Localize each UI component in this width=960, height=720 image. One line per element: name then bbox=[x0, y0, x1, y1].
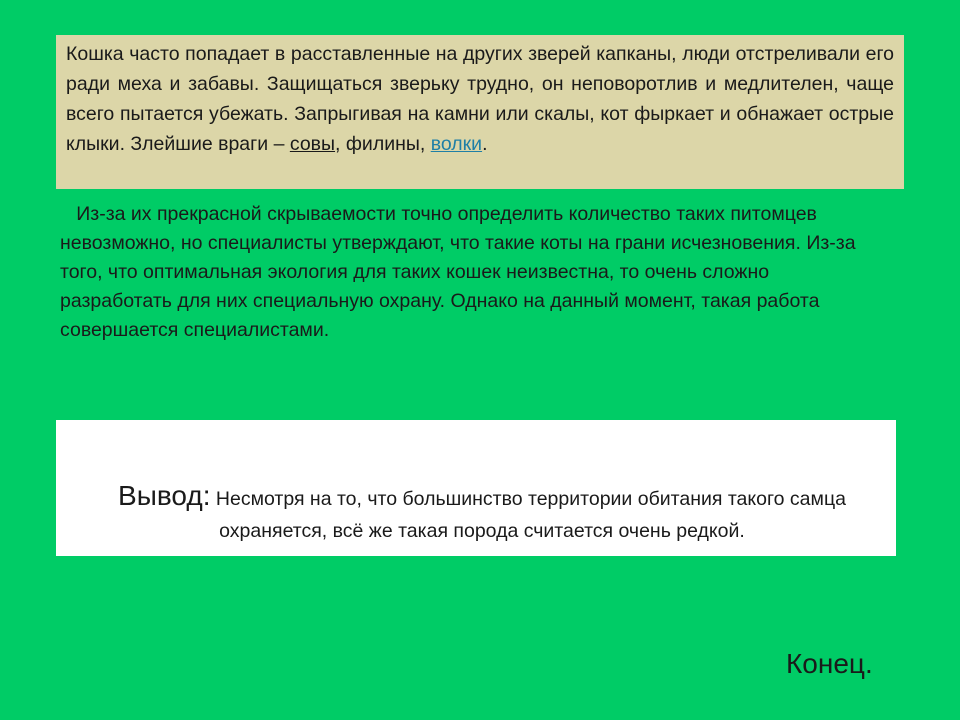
end-label: Конец. bbox=[786, 648, 873, 679]
info-text-between: , филины, bbox=[335, 133, 431, 155]
info-text-end: . bbox=[482, 133, 488, 155]
owls-link[interactable]: совы bbox=[289, 133, 336, 155]
conclusion-paragraph bbox=[72, 480, 892, 548]
info-paragraph bbox=[66, 39, 894, 159]
conclusion-label: Вывод: bbox=[118, 480, 211, 511]
info-box bbox=[56, 35, 904, 189]
conclusion-box bbox=[56, 420, 896, 556]
info-text: Кошка часто попадает в расставленные на других зверей капканы, люди отстреливали его ради меха и забавы. Защищаться зверьку трудно, он неповоротлив и медлителен, чаще всего пытается убежать. Запрыгивая на камни или скалы, кот фыркает и обнажает острые клыки. Злейшие враги – bbox=[66, 43, 894, 155]
wolves-link[interactable]: волки bbox=[430, 133, 483, 155]
population-paragraph: Из-за их прекрасной скрываемости точно определить количество таких питомцев невозможно, но специалисты утверждают, что такие коты на грани исчезновения. Из-за того, что оптимальная экология для таких кошек неизвестна, то очень сложно разработать для них специальную охрану. Однако на данный момент, такая работа совершается специалистами. bbox=[60, 203, 856, 341]
conclusion-text: Несмотря на то, что большинство территории обитания такого самца охраняется, всё же такая порода считается очень редкой. bbox=[210, 488, 846, 542]
